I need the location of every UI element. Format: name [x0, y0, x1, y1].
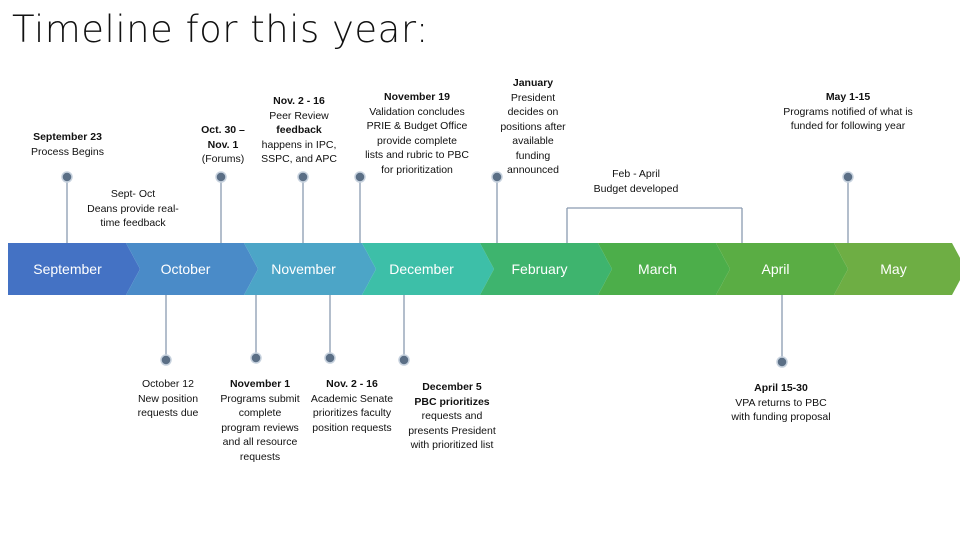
- note-date: December 5: [422, 381, 482, 393]
- note-oct-30-forums: [188, 123, 258, 167]
- note-line: New position: [137, 392, 199, 405]
- note-line: program reviews: [221, 421, 299, 434]
- note-line: time feedback: [100, 217, 166, 229]
- note-november-19: [355, 90, 479, 177]
- note-line: funded for following year: [790, 120, 906, 132]
- note-line: complete: [238, 407, 282, 419]
- note-date: May 1-15: [825, 91, 871, 103]
- month-label-december: December: [389, 261, 454, 277]
- note-line: announced: [507, 164, 559, 176]
- note-date-2: Nov. 1: [207, 138, 239, 151]
- note-line: Deans provide real-: [87, 202, 179, 215]
- note-line: President: [510, 91, 556, 104]
- note-line: feedback: [276, 124, 322, 136]
- note-line: lists and rubric to PBC: [365, 149, 469, 161]
- pin-apr15: [777, 357, 787, 367]
- note-line: position requests: [312, 421, 392, 434]
- pin-nov2-16: [325, 353, 335, 363]
- note-text: (Forums): [201, 153, 245, 165]
- note-line: presents President: [408, 424, 496, 437]
- note-september-23: [20, 130, 115, 159]
- note-line: Validation concludes: [369, 105, 465, 118]
- note-line: PBC prioritizes: [414, 395, 490, 408]
- note-text: Process Begins: [31, 145, 104, 158]
- note-date: September 23: [33, 131, 102, 143]
- note-date: November 19: [384, 91, 450, 103]
- pin-dec5: [399, 355, 409, 365]
- note-date: Nov. 2 - 16: [326, 378, 378, 390]
- note-line: happens in IPC,: [261, 138, 337, 151]
- pin-oct12: [161, 355, 171, 365]
- note-line: requests due: [137, 407, 199, 419]
- month-label-april: April: [761, 261, 790, 277]
- note-november-1: [214, 377, 306, 464]
- note-line: requests and: [421, 410, 483, 422]
- pin-sep23: [62, 172, 72, 182]
- note-date: January: [512, 77, 554, 89]
- note-date: Nov. 2 - 16: [273, 95, 325, 107]
- note-sept-oct-deans: [80, 187, 186, 231]
- pin-oct30: [216, 172, 226, 182]
- pin-may: [843, 172, 853, 182]
- month-label-march: March: [638, 261, 677, 277]
- note-january: [490, 76, 576, 178]
- note-nov-2-16-peer-review: [254, 94, 344, 167]
- note-line: requests: [239, 450, 281, 463]
- note-line: Sept- Oct: [110, 188, 156, 200]
- note-line: VPA returns to PBC: [735, 396, 827, 409]
- note-line: positions after: [500, 120, 566, 133]
- note-line: Budget developed: [593, 182, 679, 195]
- note-line: with prioritized list: [410, 439, 494, 451]
- note-nov-2-16-senate: [305, 377, 399, 435]
- note-date: November 1: [229, 378, 291, 390]
- note-date: October 12: [142, 378, 194, 390]
- note-line: funding: [515, 149, 551, 162]
- note-december-5: [402, 380, 502, 453]
- note-line: prioritizes faculty: [312, 407, 392, 419]
- note-line: for prioritization: [381, 163, 453, 176]
- note-line: Programs notified of what is: [783, 105, 913, 118]
- note-line: Programs submit: [220, 392, 300, 405]
- page-title: Timeline for this year:: [12, 8, 429, 51]
- month-label-february: February: [511, 261, 568, 277]
- month-label-may: May: [880, 261, 907, 277]
- month-label-september: September: [33, 261, 102, 277]
- note-april-15-30: [722, 381, 840, 425]
- month-label-november: November: [271, 261, 336, 277]
- note-may-1-15: [770, 90, 926, 134]
- note-line: PRIE & Budget Office: [366, 120, 468, 132]
- note-line: Academic Senate: [310, 392, 394, 405]
- note-line: and all resource: [222, 436, 298, 448]
- note-line: Peer Review: [269, 109, 329, 122]
- note-line: decides on: [507, 106, 559, 118]
- pin-nov2: [298, 172, 308, 182]
- note-line: Feb - April: [612, 168, 660, 180]
- month-label-october: October: [160, 261, 211, 277]
- note-date: April 15-30: [754, 382, 808, 394]
- pin-nov1: [251, 353, 261, 363]
- note-line: provide complete: [377, 134, 457, 147]
- note-october-12: [128, 377, 208, 421]
- note-line: available: [512, 135, 554, 147]
- note-feb-april-budget: [586, 167, 686, 196]
- note-line: SSPC, and APC: [261, 153, 337, 165]
- note-date: Oct. 30 –: [201, 124, 245, 136]
- note-line: with funding proposal: [731, 411, 831, 423]
